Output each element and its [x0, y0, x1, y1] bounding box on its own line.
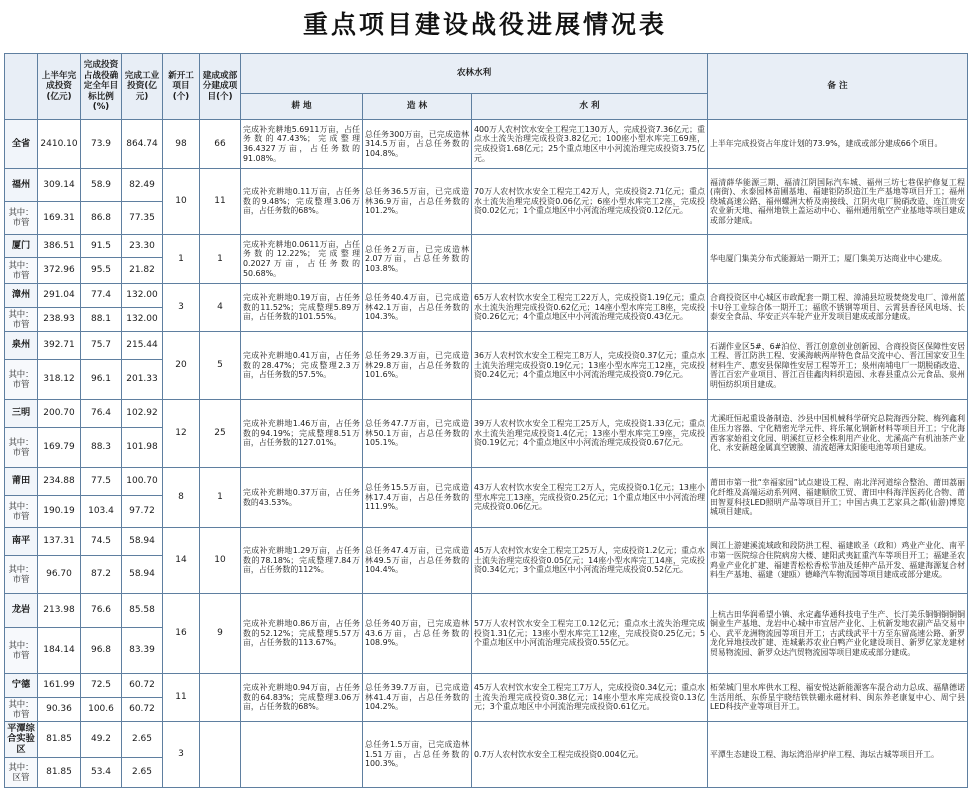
header-notes: 备 注 — [708, 54, 968, 120]
header-forest: 造 林 — [363, 94, 472, 120]
completed-projects-value: 1 — [200, 235, 241, 284]
h1-ratio-value: 74.5 — [81, 528, 122, 556]
h1-invest-value: 213.98 — [38, 594, 81, 628]
sub-industrial-value: 101.98 — [122, 428, 163, 468]
sub-label: 其中：市管 — [5, 698, 38, 722]
industrial-value: 2.65 — [122, 722, 163, 758]
h1-invest-value: 392.71 — [38, 332, 81, 360]
completed-projects-value: 4 — [200, 284, 241, 332]
new-projects-value: 8 — [163, 468, 200, 528]
farmland-text: 完成补充耕地0.0611万亩，占任务数的12.22%；完成整理0.2027万亩，占任务数的50.68%。 — [241, 235, 363, 284]
completed-projects-value: 9 — [200, 594, 241, 674]
sub-ratio-value: 88.3 — [81, 428, 122, 468]
water-text: 45万人农村饮水安全工程完工25万人，完成投资1.2亿元；重点水土流失治理完成投资0.05亿元；14座小型水库完工14座，完成投资0.34亿元；3个重点地区中小河流治理完成投资0.52亿元。 — [472, 528, 708, 594]
industrial-value: 85.58 — [122, 594, 163, 628]
forest-text: 总任务47.4万亩，已完成造林49.5万亩，占总任务数的104.4%。 — [363, 528, 472, 594]
sub-industrial-value: 2.65 — [122, 758, 163, 788]
header-h1-invest: 上半年完成投资(亿元) — [38, 54, 81, 120]
farmland-text — [241, 722, 363, 788]
h1-invest-value: 137.31 — [38, 528, 81, 556]
header-agri-group: 农林水利 — [241, 54, 708, 94]
region-name: 福州 — [5, 169, 38, 202]
farmland-text: 完成补充耕地5.6911万亩，占任务数的47.43%；完成整理36.4327万亩，占任务数的91.08%。 — [241, 120, 363, 169]
table-row — [5, 284, 968, 308]
sub-ratio-value: 100.6 — [81, 698, 122, 722]
sub-industrial-value: 58.94 — [122, 556, 163, 594]
industrial-value: 82.49 — [122, 169, 163, 202]
table-row — [5, 722, 968, 758]
sub-invest-value: 96.70 — [38, 556, 81, 594]
notes-text: 上半年完成投资占年度计划的73.9%，建成或部分建成66个项目。 — [708, 120, 968, 169]
notes-text: 莆田市第一批“幸福家园”试点建设工程、南北洋河道综合整治、莆田荔丽化纤维及高端运动系列网、福建顺欣工贸、莆田中科海洋医药化合物、莆田智夏科技LED照明产品等项目开工；中国古典工艺家具之都(仙游)博览城项目建成。 — [708, 468, 968, 528]
notes-text: 合商投资区中心城区市政配套一期工程、漳浦县垃圾焚烧发电厂、漳州蓝卡U谷工业综合体一期开工；福欣不锈钢等项目、云霄县香径风电场、长泰安全食品、华安正兴车轮产业开发项目建成或部分建成。 — [708, 284, 968, 332]
sub-label: 其中：市管 — [5, 428, 38, 468]
completed-projects-value: 11 — [200, 169, 241, 235]
region-name: 平潭综合实验区 — [5, 722, 38, 758]
h1-ratio-value: 76.4 — [81, 400, 122, 428]
industrial-value: 58.94 — [122, 528, 163, 556]
h1-ratio-value: 58.9 — [81, 169, 122, 202]
notes-text: 上杭古田华润希望小镇、永定鑫华通科技电子生产、长汀美乐铜铜铜铜铜铜业生产基地、龙岩中心城中市宜居产业化、上杭新发地农副产品交易中心、武平龙洲物流园等项目开工；古武线武平十方至东留高速公路、新罗龙化异地技改扩建、连城紫苏农业白鸭产业化建设项目、新罗亿家龙建材贸易物流园、新罗众达汽贸物流园等项目建成或部分建成。 — [708, 594, 968, 674]
notes-text: 闽江上游建溪流域政和段防洪工程、福建欧圣（政和）鸡业产业化、南平市第一医院综合住院病房大楼、建阳武夷缸重汽车等项目开工；福建圣农鸡业产业化扩建、福建青松松香松节油及延伸产品开发、福建海源复合材料生产基地、福建（建瓯）德峰汽车物流园等项目建成或部分建成。 — [708, 528, 968, 594]
sub-invest-value: 372.96 — [38, 258, 81, 284]
table-row — [5, 400, 968, 428]
notes-text: 石湖作业区5#、6#泊位、晋江创意创业创新园、合商投资区保障性安居工程、晋江防洪工程、安溪海峡两岸特色食品交流中心、晋江国家安卫生材料生产、惠安县保障性安居工程等开工；泉州南埔电厂一期脱硝改造、晋江百宏产业项目、晋江百佳鑫肉料织造园、永春县重点公元食品、泉州明恒纺织项目建成。 — [708, 332, 968, 400]
completed-projects-value: 25 — [200, 400, 241, 468]
notes-text: 福清薛华能源三期、福清江阴国际汽车城、福州三坊七巷保护修复工程(南街)、永泰园林苗圃基地、福建钜防织造江生产基地等项目开工；福州绕城高速公路、福州螺洲大桥及南接线、江阴火电厂脱硝改造、连江贵安农业新天地、福州地铁上盖运动中心、福州通用航空产业基地等项目建成或部分建成。 — [708, 169, 968, 235]
farmland-text: 完成补充耕地0.11万亩，占任务数的9.48%；完成整理3.06万亩，占任务数的68%。 — [241, 169, 363, 235]
completed-projects-value — [200, 722, 241, 788]
new-projects-value: 14 — [163, 528, 200, 594]
water-text: 36万人农村饮水安全工程完工8万人，完成投资0.37亿元；重点水土流失治理完成投资0.19亿元；13座小型水库完工12座，完成投资0.24亿元；4个重点地区中小河流治理完成投资0.79亿元。 — [472, 332, 708, 400]
sub-invest-value: 90.36 — [38, 698, 81, 722]
sub-invest-value: 318.12 — [38, 360, 81, 400]
h1-invest-value: 2410.10 — [38, 120, 81, 169]
sub-industrial-value: 97.72 — [122, 496, 163, 528]
progress-table — [4, 53, 968, 788]
sub-label: 其中：市管 — [5, 202, 38, 235]
table-row — [5, 468, 968, 496]
new-projects-value: 16 — [163, 594, 200, 674]
h1-ratio-value: 77.5 — [81, 468, 122, 496]
new-projects-value: 11 — [163, 674, 200, 722]
sub-industrial-value: 201.33 — [122, 360, 163, 400]
forest-text: 总任务29.3万亩，已完成造林29.8万亩，占总任务数的101.6%。 — [363, 332, 472, 400]
h1-invest-value: 291.04 — [38, 284, 81, 308]
region-name: 南平 — [5, 528, 38, 556]
region-name: 泉州 — [5, 332, 38, 360]
sub-ratio-value: 95.5 — [81, 258, 122, 284]
table-row — [5, 120, 968, 169]
sub-industrial-value: 83.39 — [122, 628, 163, 674]
new-projects-value: 20 — [163, 332, 200, 400]
sub-label: 其中：市管 — [5, 258, 38, 284]
water-text: 57万人农村饮水安全工程完工0.12亿元；重点水土流失治理完成投资1.31亿元；13座小型水库完工12座，完成投资0.25亿元；5个重点地区中小河流治理完成投资0.55亿元。 — [472, 594, 708, 674]
notes-text: 华电厦门集美分布式能源站一期开工；厦门集美万达商业中心建成。 — [708, 235, 968, 284]
new-projects-value: 1 — [163, 235, 200, 284]
h1-invest-value: 309.14 — [38, 169, 81, 202]
table-row — [5, 169, 968, 202]
farmland-text: 完成补充耕地1.46万亩，占任务数的94.19%；完成整理8.51万亩，占任务数的127.01%。 — [241, 400, 363, 468]
h1-ratio-value: 76.6 — [81, 594, 122, 628]
sub-ratio-value: 96.1 — [81, 360, 122, 400]
forest-text: 总任务1.5万亩，已完成造林1.51万亩，占总任务数的100.3%。 — [363, 722, 472, 788]
h1-invest-value: 81.85 — [38, 722, 81, 758]
sub-label: 其中：区管 — [5, 758, 38, 788]
forest-text: 总任务2万亩，已完成造林2.07万亩，占总任务数的103.8%。 — [363, 235, 472, 284]
sub-label: 其中：市管 — [5, 556, 38, 594]
sub-invest-value: 190.19 — [38, 496, 81, 528]
header-new-projects: 新开工项目(个) — [163, 54, 200, 120]
notes-text: 柘荣城门里水库供水工程、福安悦达新能源客车混合动力总成、福鼎德诺生活用纸、东侨星宇晓结铁铁硼永磁材料、闽东养老康复中心、周宁县LED科技产业等项目开工。 — [708, 674, 968, 722]
farmland-text: 完成补充耕地0.94万亩，占任务数的64.83%；完成整理3.06万亩，占任务数的68%。 — [241, 674, 363, 722]
h1-ratio-value: 73.9 — [81, 120, 122, 169]
sub-ratio-value: 87.2 — [81, 556, 122, 594]
region-name: 漳州 — [5, 284, 38, 308]
sub-industrial-value: 21.82 — [122, 258, 163, 284]
header-completed-projects: 建成或部分建成项目(个) — [200, 54, 241, 120]
forest-text: 总任务300万亩，已完成造林314.5万亩，占总任务数的104.8%。 — [363, 120, 472, 169]
table-row — [5, 674, 968, 698]
sub-ratio-value: 86.8 — [81, 202, 122, 235]
sub-invest-value: 169.31 — [38, 202, 81, 235]
water-text: 70万人农村饮水安全工程完工42万人，完成投资2.71亿元；重点水土流失治理完成投资0.06亿元；6座小型水库完工2座，完成投资0.02亿元；1个重点地区中小河流治理完成投资0.12亿元。 — [472, 169, 708, 235]
farmland-text: 完成补充耕地0.37万亩，占任务数的43.53%。 — [241, 468, 363, 528]
h1-ratio-value: 91.5 — [81, 235, 122, 258]
sub-label: 其中：市管 — [5, 628, 38, 674]
notes-text: 平潭生态建设工程、海坛湾沿岸护岸工程、海坛古城等项目开工。 — [708, 722, 968, 788]
page-title: 重点项目建设战役进展情况表 — [302, 10, 667, 39]
industrial-value: 23.30 — [122, 235, 163, 258]
region-name: 莆田 — [5, 468, 38, 496]
water-text: 39万人农村饮水安全工程完工25万人，完成投资1.33亿元；重点水土流失治理完成投资1.4亿元；13座小型水库完工9座，完成投资0.19亿元；4个重点地区中小河流治理完成投资0.67亿元。 — [472, 400, 708, 468]
sub-label: 其中：市管 — [5, 496, 38, 528]
header-farmland: 耕 地 — [241, 94, 363, 120]
completed-projects-value: 1 — [200, 468, 241, 528]
new-projects-value: 12 — [163, 400, 200, 468]
industrial-value: 864.74 — [122, 120, 163, 169]
sub-label: 其中：市管 — [5, 360, 38, 400]
farmland-text: 完成补充耕地0.19万亩，占任务数的11.52%；完成整理5.89万亩，占任务数的101.55%。 — [241, 284, 363, 332]
water-text: 43万人农村饮水安全工程完工2万人，完成投资0.1亿元；13座小型水库完工13座，完成投资0.25亿元；1个重点地区中小河流治理完成投资0.06亿元。 — [472, 468, 708, 528]
h1-invest-value: 386.51 — [38, 235, 81, 258]
notes-text: 尤溪旺恒起重设备制造、沙县中国机械科学研究总院海西分院、梅列鑫利佳压力容器、宁化精密光学元件、将乐氟化钢新材料等项目开工；宁化海西客家始祖文化园、明溪红豆杉全株利用产业化、尤溪高产有机油茶产业化、永安新越金属真空镀膜、清流超薄太阳能电池等项目建成。 — [708, 400, 968, 468]
header-h1-ratio: 完成投资占战役确定全年目标比例(%) — [81, 54, 122, 120]
industrial-value: 132.00 — [122, 284, 163, 308]
forest-text: 总任务40万亩，已完成造林43.6万亩，占总任务数的108.9%。 — [363, 594, 472, 674]
sub-ratio-value: 53.4 — [81, 758, 122, 788]
industrial-value: 100.70 — [122, 468, 163, 496]
forest-text: 总任务39.7万亩，已完成造林41.4万亩，占总任务数的104.2%。 — [363, 674, 472, 722]
table-row — [5, 594, 968, 628]
forest-text: 总任务40.4万亩，已完成造林42.1万亩，占总任务数的104.3%。 — [363, 284, 472, 332]
industrial-value: 215.44 — [122, 332, 163, 360]
sub-industrial-value: 77.35 — [122, 202, 163, 235]
region-name: 全省 — [5, 120, 38, 169]
sub-invest-value: 169.79 — [38, 428, 81, 468]
completed-projects-value: 5 — [200, 332, 241, 400]
sub-invest-value: 81.85 — [38, 758, 81, 788]
farmland-text: 完成补充耕地1.29万亩，占任务数的78.18%；完成整理7.84万亩，占任务数的112%。 — [241, 528, 363, 594]
sub-ratio-value: 96.8 — [81, 628, 122, 674]
h1-invest-value: 200.70 — [38, 400, 81, 428]
region-name: 龙岩 — [5, 594, 38, 628]
new-projects-value: 3 — [163, 722, 200, 788]
region-name: 厦门 — [5, 235, 38, 258]
sub-label: 其中：市管 — [5, 308, 38, 332]
completed-projects-value: 10 — [200, 528, 241, 594]
header-industrial: 完成工业投资(亿元) — [122, 54, 163, 120]
water-text — [472, 235, 708, 284]
sub-invest-value: 184.14 — [38, 628, 81, 674]
table-row — [5, 528, 968, 556]
sub-ratio-value: 88.1 — [81, 308, 122, 332]
header-water: 水 利 — [472, 94, 708, 120]
sub-industrial-value: 60.72 — [122, 698, 163, 722]
forest-text: 总任务15.5万亩，已完成造林17.4万亩，占总任务数的111.9%。 — [363, 468, 472, 528]
sub-industrial-value: 132.00 — [122, 308, 163, 332]
water-text: 45万人农村饮水安全工程完工7万人，完成投资0.34亿元；重点水土流失治理完成投资0.38亿元；14座小型水库完成投资0.13亿元；3个重点地区中小河流治理完成投资0.61亿元。 — [472, 674, 708, 722]
h1-ratio-value: 72.5 — [81, 674, 122, 698]
industrial-value: 60.72 — [122, 674, 163, 698]
h1-ratio-value: 49.2 — [81, 722, 122, 758]
new-projects-value: 98 — [163, 120, 200, 169]
h1-invest-value: 234.88 — [38, 468, 81, 496]
sub-ratio-value: 103.4 — [81, 496, 122, 528]
new-projects-value: 3 — [163, 284, 200, 332]
forest-text: 总任务47.7万亩，已完成造林50.1万亩，占总任务数的105.1%。 — [363, 400, 472, 468]
region-name: 三明 — [5, 400, 38, 428]
new-projects-value: 10 — [163, 169, 200, 235]
water-text: 65万人农村饮水安全工程完工22万人，完成投资1.19亿元；重点水土流失治理完成投资0.62亿元；14座小型水库完工8座，完成投资0.26亿元；4个重点地区中小河流治理完成投资0.43亿元。 — [472, 284, 708, 332]
completed-projects-value — [200, 674, 241, 722]
sub-invest-value: 238.93 — [38, 308, 81, 332]
table-row — [5, 332, 968, 360]
region-name: 宁德 — [5, 674, 38, 698]
table-row — [5, 235, 968, 258]
h1-ratio-value: 75.7 — [81, 332, 122, 360]
h1-invest-value: 161.99 — [38, 674, 81, 698]
completed-projects-value: 66 — [200, 120, 241, 169]
farmland-text: 完成补充耕地0.41万亩，占任务数的28.47%；完成整理2.3万亩，占任务数的57.5%。 — [241, 332, 363, 400]
industrial-value: 102.92 — [122, 400, 163, 428]
h1-ratio-value: 77.4 — [81, 284, 122, 308]
water-text: 400万人农村饮水安全工程完工130万人，完成投资7.36亿元；重点水土流失治理完成投资3.82亿元；100座小型水库完工69座，完成投资1.68亿元；25个重点地区中小河流治理完成投资3.75亿元。 — [472, 120, 708, 169]
farmland-text: 完成补充耕地0.86万亩，占任务数的52.12%；完成整理5.57万亩，占任务数的113.67%。 — [241, 594, 363, 674]
water-text: 0.7万人农村饮水安全工程完成投资0.004亿元。 — [472, 722, 708, 788]
forest-text: 总任务36.5万亩，已完成造林36.9万亩，占总任务数的101.2%。 — [363, 169, 472, 235]
header-region — [5, 54, 38, 120]
